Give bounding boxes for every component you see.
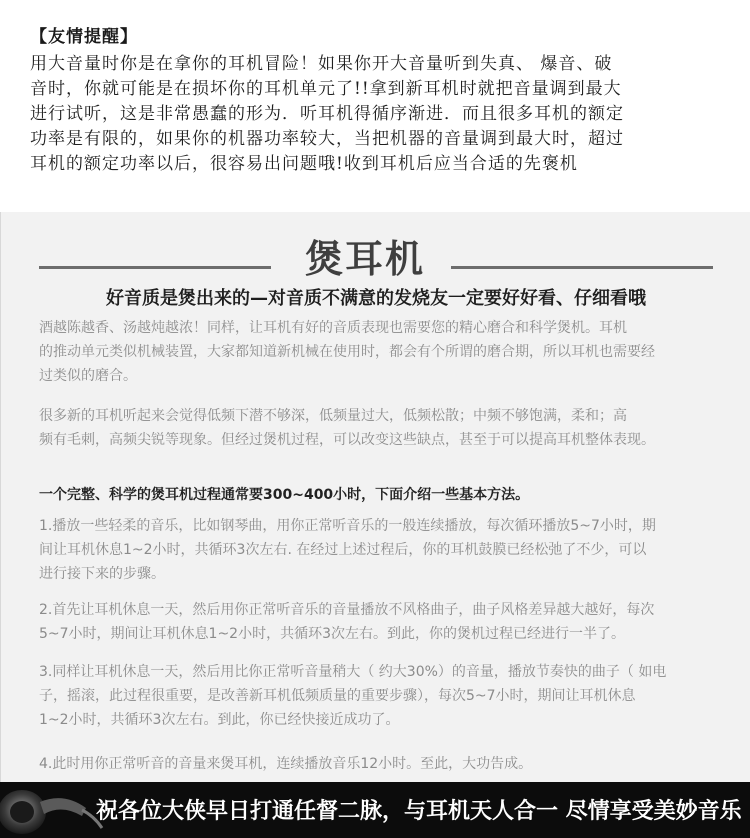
paragraph-line: 过类似的磨合。 [39, 368, 137, 384]
page-title: 煲耳机 [305, 237, 426, 281]
step-line: 子，摇滚，此过程很重要，是改善新耳机低频质量的重要步骤），每次5~7小时，期间让耳机休息 [39, 688, 636, 704]
subheading: 好音质是煲出来的—对音质不满意的发烧友一定要好好看、仔细看哦 [106, 288, 646, 309]
step-line: 5~7小时，期间让耳机休息1~2小时，共循环3次左右。到此，你的煲机过程已经进行一半了。 [39, 626, 625, 642]
notice-title: 【友情提醒】 [30, 27, 138, 47]
notice-line: 用大音量时你是在拿你的耳机冒险！如果你开大音量听到失真、 爆音、破 [30, 54, 613, 74]
notice-line: 进行试听，这是非常愚蠢的形为．听耳机得循序渐进．而且很多耳机的额定 [30, 104, 624, 124]
symptoms-paragraph [39, 404, 715, 452]
notice-body [30, 52, 730, 177]
step-4 [39, 752, 715, 776]
banner-slogan: 祝各位大侠早日打通任督二脉，与耳机天人合一 尽情享受美妙音乐 [96, 799, 742, 824]
notice-section [0, 0, 750, 212]
step-line: 2.首先让耳机休息一天，然后用你正常听音乐的音量播放不风格曲子，曲子风格差异越大越好，每次 [39, 602, 655, 618]
notice-line: 耳机的额定功率以后，很容易出问题哦!收到耳机后应当合适的先褒机 [30, 154, 578, 174]
paragraph-line: 的推动单元类似机械装置，大家都知道新机械在使用时，都会有个所谓的磨合期，所以耳机也需要经 [39, 344, 655, 360]
step-2 [39, 598, 715, 646]
intro-paragraph [39, 316, 715, 388]
step-line: 3.同样让耳机休息一天，然后用比你正常听音量稍大（ 约大30%）的音量，播放节奏快的曲子（ 如电 [39, 664, 667, 680]
bottom-banner [0, 782, 750, 838]
heading-row [39, 228, 713, 282]
step-3 [39, 660, 715, 732]
heading-rule-right [451, 266, 713, 269]
step-line: 间让耳机休息1~2小时，共循环3次左右. 在经过上述过程后，你的耳机鼓膜已经松弛了不少，可以 [39, 542, 647, 558]
step-line: 进行接下来的步骤。 [39, 566, 165, 582]
method-heading: 一个完整、科学的煲耳机过程通常要300~400小时，下面介绍一些基本方法。 [39, 487, 530, 503]
paragraph-line: 频有毛刺，高频尖锐等现象。但经过煲机过程，可以改变这些缺点，甚至于可以提高耳机整体表现。 [39, 432, 655, 448]
step-1 [39, 514, 715, 586]
step-line: 1~2小时，共循环3次左右。到此，你已经快接近成功了。 [39, 712, 400, 728]
heading-rule-left [39, 266, 271, 269]
earphone-icon [0, 782, 104, 838]
step-line: 1.播放一些轻柔的音乐，比如钢琴曲，用你正常听音乐的一般连续播放，每次循环播放5~7小时，期 [39, 518, 656, 534]
step-line: 4.此时用你正常听音的音量来煲耳机，连续播放音乐12小时。至此，大功告成。 [39, 756, 533, 772]
burn-in-guide-panel [0, 212, 750, 782]
paragraph-line: 很多新的耳机听起来会觉得低频下潜不够深，低频量过大，低频松散；中频不够饱满，柔和；高 [39, 408, 627, 424]
notice-line: 功率是有限的，如果你的机器功率较大，当把机器的音量调到最大时，超过 [30, 129, 624, 149]
paragraph-line: 酒越陈越香、汤越炖越浓！同样，让耳机有好的音质表现也需要您的精心磨合和科学煲机。耳机 [39, 320, 627, 336]
notice-line: 音时，你就可能是在损坏你的耳机单元了!!拿到新耳机时就把音量调到最大 [30, 79, 622, 99]
